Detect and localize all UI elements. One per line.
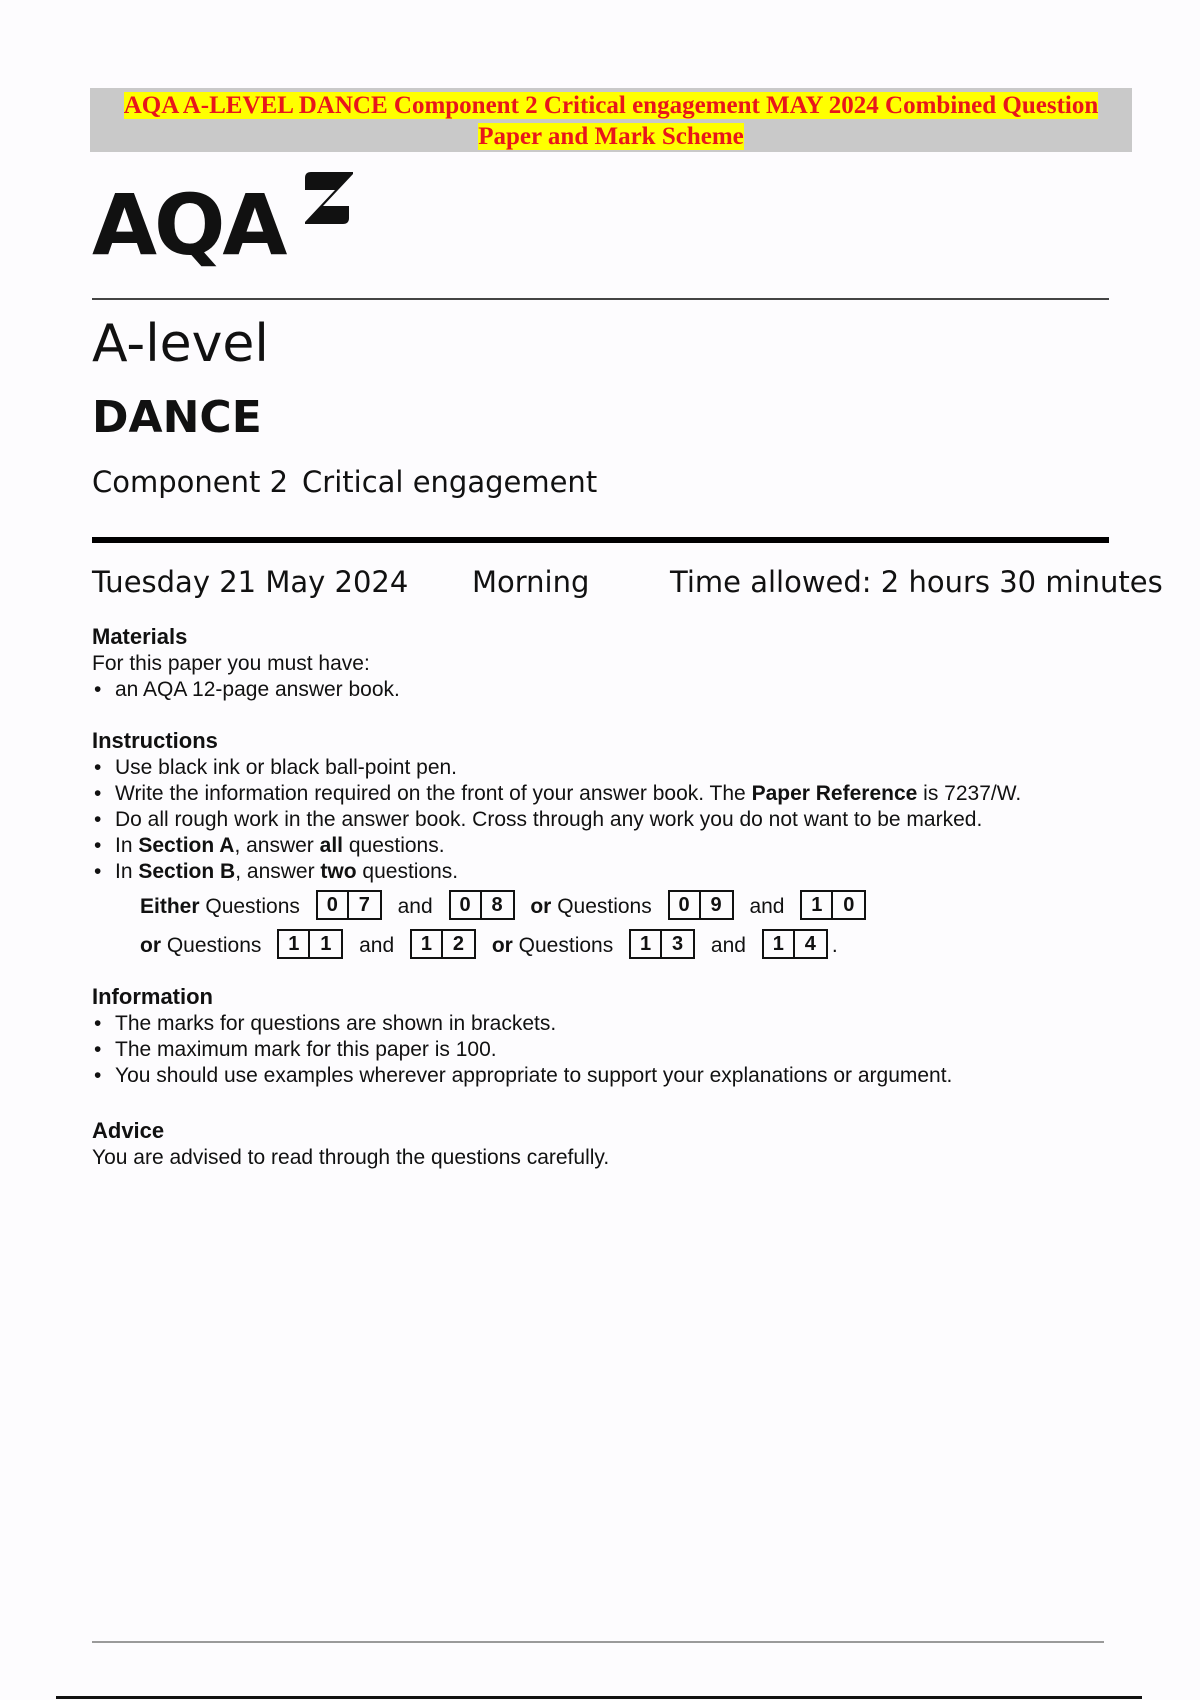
instructions-heading: Instructions	[92, 728, 218, 753]
paper-reference-label: Paper Reference	[751, 782, 918, 805]
information-section	[92, 983, 952, 1089]
information-item: • You should use examples wherever appropriate to support your explanations or argument.	[92, 1063, 952, 1089]
subject-title: DANCE	[92, 392, 262, 443]
information-item: • The maximum mark for this paper is 100.	[92, 1037, 952, 1063]
time-allowed: Time allowed: 2 hours 30 minutes	[670, 565, 1163, 599]
header-divider	[92, 298, 1109, 300]
page-edge-line	[56, 1696, 1142, 1699]
question-number-box: 1 3	[629, 929, 695, 959]
materials-intro: For this paper you must have:	[92, 652, 370, 675]
component-number: Component 2	[92, 465, 289, 499]
question-number-box: 0 8	[449, 890, 515, 920]
aqa-logo	[92, 170, 372, 274]
instruction-item: • Write the information required on the front of your answer book. The Paper Reference is 7237/W.	[92, 781, 1142, 807]
advice-heading: Advice	[92, 1118, 165, 1143]
materials-heading: Materials	[92, 624, 188, 649]
logo-text: AQA	[92, 176, 285, 274]
advice-section	[92, 1117, 609, 1171]
exam-date: Tuesday 21 May 2024	[92, 565, 409, 599]
instruction-item: • In Section B, answer two questions.	[92, 859, 1142, 885]
instruction-item: • In Section A, answer all questions.	[92, 833, 1142, 859]
question-number-box: 1 4	[762, 929, 828, 959]
question-number-box: 0 7	[316, 890, 382, 920]
instruction-item: • Use black ink or black ball-point pen.	[92, 755, 1142, 781]
component-title	[92, 460, 597, 504]
question-number-box: 1 2	[410, 929, 476, 959]
materials-item: • an AQA 12-page answer book.	[92, 677, 400, 703]
instruction-item: • Do all rough work in the answer book. Cross through any work you do not want to be marked.	[92, 807, 1142, 833]
exam-session: Morning	[472, 565, 590, 599]
materials-section	[92, 623, 400, 703]
instructions-section	[92, 727, 1142, 885]
banner-title: AQA A-LEVEL DANCE Component 2 Critical engagement MAY 2024 Combined Question Paper and Mark Scheme	[123, 92, 1099, 150]
thick-divider	[92, 537, 1109, 543]
qualification-level: A-level	[92, 314, 269, 374]
question-number-box: 1 1	[277, 929, 343, 959]
question-number-box: 1 0	[800, 890, 866, 920]
information-heading: Information	[92, 984, 213, 1009]
component-name: Critical engagement	[302, 465, 598, 499]
logo-mark-icon	[299, 170, 355, 228]
information-item: • The marks for questions are shown in brackets.	[92, 1011, 952, 1037]
footer-divider	[92, 1641, 1104, 1643]
question-choice-row: Either Questions 0 7 and 0 8 or Questions 0 9 and 1 0	[140, 890, 876, 924]
question-choice-row: or Questions 1 1 and 1 2 or Questions 1 3 and 1 4 .	[140, 929, 838, 963]
question-number-box: 0 9	[668, 890, 734, 920]
advice-text: You are advised to read through the questions carefully.	[92, 1146, 610, 1169]
title-banner	[90, 88, 1132, 152]
